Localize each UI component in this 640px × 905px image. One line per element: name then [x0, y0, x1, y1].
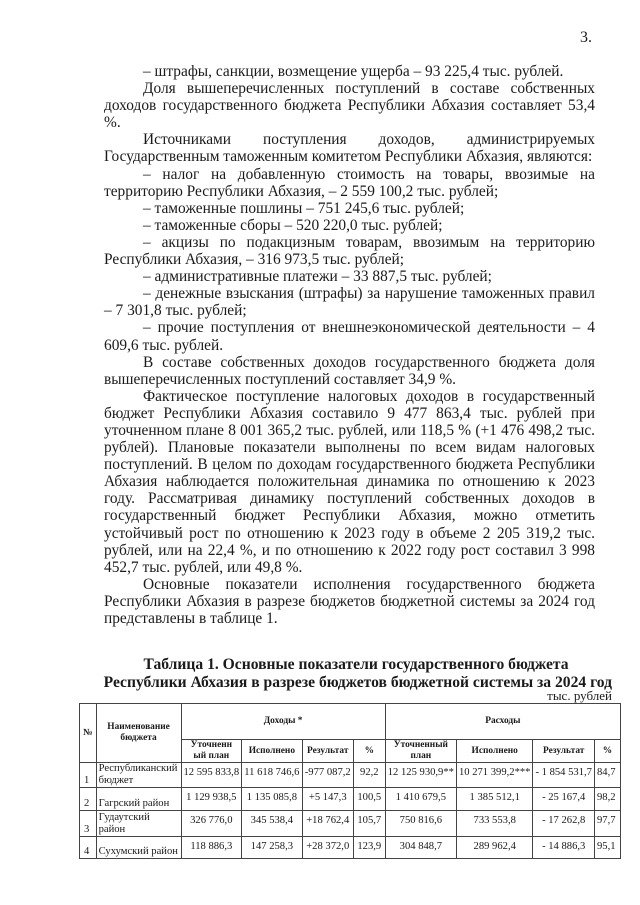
- table-row: [80, 837, 621, 859]
- header-income-percent: %: [353, 740, 385, 763]
- income-result: -977 087,2: [302, 763, 353, 788]
- income-percent: 123,9: [353, 837, 385, 859]
- income-result: +18 762,4: [302, 811, 353, 837]
- income-percent: 105,7: [353, 811, 385, 837]
- expense-percent: 98,2: [594, 788, 620, 811]
- expense-executed: 10 271 399,2***: [456, 763, 533, 788]
- row-number: 4: [80, 837, 97, 859]
- header-num: №: [80, 704, 97, 763]
- table-row: [80, 763, 621, 788]
- table-units: тыс. рублей: [547, 688, 612, 703]
- paragraph-table-intro: Основные показатели исполнения государственного бюджета Республики Абхазия в разрезе бюджетов бюджетной системы за 2024 год представлены в таблице 1.: [104, 575, 595, 627]
- paragraph-share-53: Доля вышеперечисленных поступлений в составе собственных доходов государственного бюджета Республики Абхазия составляет 53,4 %.: [104, 80, 595, 132]
- row-number: 2: [80, 788, 97, 811]
- header-expense-plan: Уточненный план: [385, 740, 456, 763]
- table-row: [80, 811, 621, 837]
- header-expense-percent: %: [594, 740, 620, 763]
- document-body: [104, 63, 595, 627]
- list-item-vat: – налог на добавленную стоимость на товары, ввозимые на территорию Республики Абхазия, – 2 559 100,2 тыс. рублей;: [104, 165, 595, 200]
- income-result: +28 372,0: [302, 837, 353, 859]
- list-item-other-foreign-trade: – прочие поступления от внешнеэкономической деятельности – 4 609,6 тыс. рублей.: [104, 319, 595, 354]
- income-plan: 118 886,3: [181, 837, 242, 859]
- row-budget-name: Гудаутский район: [96, 811, 181, 837]
- income-result: +5 147,3: [302, 788, 353, 811]
- row-number: 3: [80, 811, 97, 837]
- list-item-excise: – акцизы по подакцизным товарам, ввозимым на территорию Республики Абхазия, – 316 973,5 тыс. рублей;: [104, 233, 595, 269]
- header-income-result: Результат: [302, 740, 353, 763]
- list-item-admin-payments: – административные платежи – 33 887,5 тыс. рублей;: [143, 268, 492, 286]
- expense-executed: 1 385 512,1: [456, 788, 533, 811]
- row-budget-name: Сухумский район: [96, 837, 181, 859]
- income-percent: 100,5: [353, 788, 385, 811]
- header-expense-result: Результат: [533, 740, 595, 763]
- expense-result: - 17 262,8: [533, 811, 595, 837]
- expense-percent: 97,7: [594, 811, 620, 837]
- income-plan: 12 595 833,8: [181, 763, 242, 788]
- expense-plan: 750 816,6: [385, 811, 456, 837]
- header-income-executed: Исполнено: [242, 740, 302, 763]
- header-name: Наименование бюджета: [96, 704, 181, 763]
- expense-executed: 733 553,8: [456, 811, 533, 837]
- paragraph-fines: – штрафы, санкции, возмещение ущерба – 93 225,4 тыс. рублей.: [143, 63, 564, 80]
- table-header-row: [80, 704, 621, 740]
- income-percent: 92,2: [353, 763, 385, 788]
- list-item-duties: – таможенные пошлины – 751 245,6 тыс. рублей;: [143, 199, 465, 217]
- income-executed: 1 135 085,8: [242, 788, 302, 811]
- expense-result: - 25 167,4: [533, 788, 595, 811]
- income-plan: 1 129 938,5: [181, 788, 242, 811]
- list-item-customs-fines: – денежные взыскания (штрафы) за нарушение таможенных правил – 7 301,8 тыс. рублей;: [104, 285, 595, 320]
- expense-plan: 12 125 930,9**: [385, 763, 456, 788]
- page-number: 3.: [580, 29, 592, 46]
- paragraph-tax-revenue: Фактическое поступление налоговых доходов в государственный бюджет Республики Абхазия составило 9 477 863,4 тыс. рублей при уточненном плане 8 001 365,2 тыс. рублей, или 118,5 % (+1 476 498,2 тыс. рублей). Плановые показатели выполнены по всем видам налоговых поступлений. В целом по доходам государственного бюджета Республики Абхазия наблюдается положительная динамика по отношению к 2023 году. Рассматривая динамику поступлений собственных доходов в государственный бюджет Республики Абхазия, можно отметить устойчивый рост по отношению к 2023 году в объеме 2 205 319,2 тыс. рублей, или на 22,4 %, и по отношению к 2022 году рост составил 3 998 452,7 тыс. рублей, или 49,8 %.: [104, 387, 595, 576]
- row-budget-name: Гагрский район: [96, 788, 181, 811]
- expense-percent: 84,7: [594, 763, 620, 788]
- header-expense-group: Расходы: [385, 704, 620, 740]
- table-title-line1: Таблица 1. Основные показатели государственного бюджета: [143, 656, 569, 673]
- header-expense-executed: Исполнено: [456, 740, 533, 763]
- income-executed: 345 538,4: [242, 811, 302, 837]
- header-income-plan: Уточненн ый план: [181, 740, 242, 763]
- expense-executed: 289 962,4: [456, 837, 533, 859]
- table-title: [100, 656, 612, 691]
- expense-percent: 95,1: [594, 837, 620, 859]
- expense-plan: 304 848,7: [385, 837, 456, 859]
- table-title-line2: Республики Абхазия в разрезе бюджетов бюджетной системы за 2024 год: [103, 673, 612, 691]
- row-budget-name: Республиканский бюджет: [96, 763, 181, 788]
- table-row: [80, 788, 621, 811]
- income-plan: 326 776,0: [181, 811, 242, 837]
- expense-plan: 1 410 679,5: [385, 788, 456, 811]
- expense-result: - 1 854 531,7: [533, 763, 595, 788]
- income-executed: 11 618 746,6: [242, 763, 302, 788]
- row-number: 1: [80, 763, 97, 788]
- income-executed: 147 258,3: [242, 837, 302, 859]
- paragraph-share-34: В составе собственных доходов государственного бюджета доля вышеперечисленных поступлений составляет 34,9 %.: [104, 353, 595, 388]
- header-income-group: Доходы *: [181, 704, 385, 740]
- list-item-fees: – таможенные сборы – 520 220,0 тыс. рублей;: [143, 216, 443, 234]
- expense-result: - 14 886,3: [533, 837, 595, 859]
- paragraph-customs-sources: Источниками поступления доходов, администрируемых Государственным таможенным комитетом Республики Абхазия, являются:: [104, 131, 595, 166]
- budget-table: [79, 703, 621, 859]
